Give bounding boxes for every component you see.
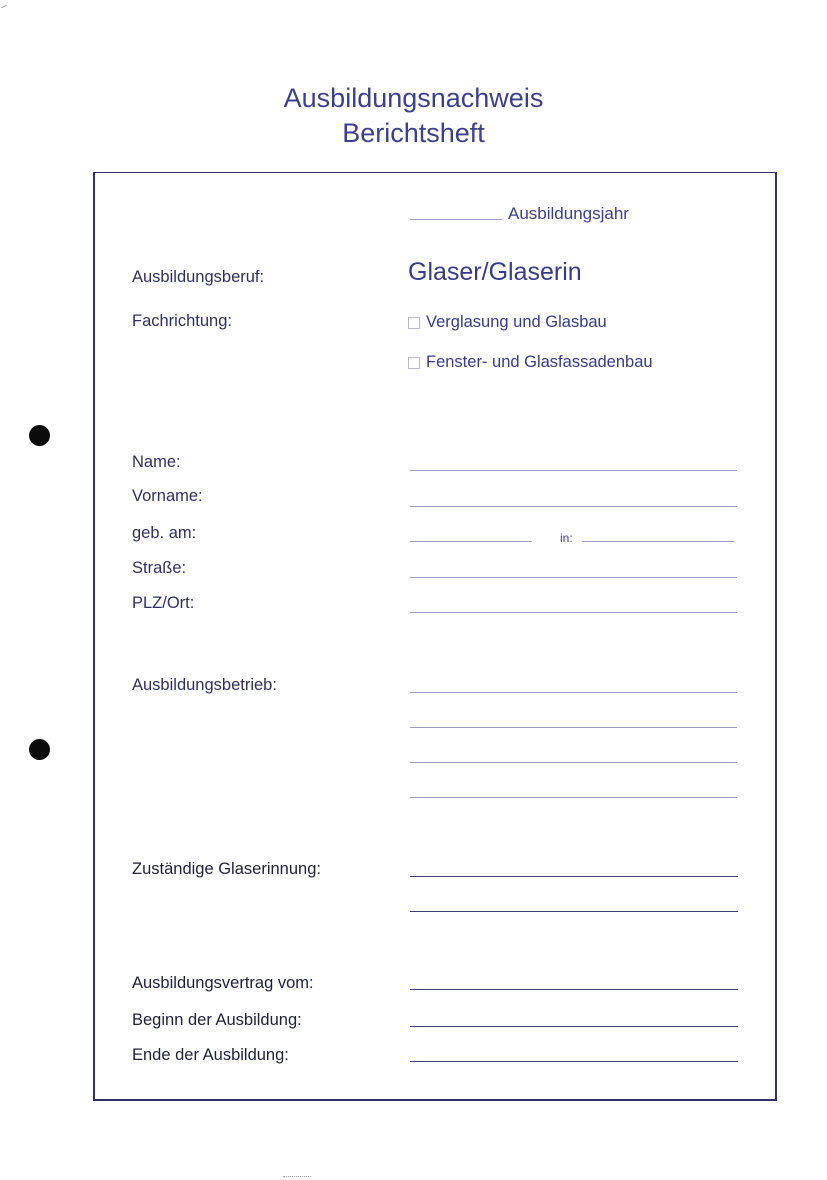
birthdate-label: geb. am: — [132, 524, 197, 542]
city-field[interactable] — [410, 612, 737, 613]
company-field-3[interactable] — [410, 762, 737, 763]
birthplace-field[interactable] — [582, 541, 734, 542]
checkbox-icon[interactable] — [408, 357, 420, 369]
contract-label: Ausbildungsvertrag vom: — [132, 974, 314, 992]
street-label: Straße: — [132, 559, 187, 577]
end-field[interactable] — [410, 1061, 738, 1062]
page-title: Ausbildungsnachweis — [283, 83, 544, 113]
name-field[interactable] — [410, 470, 737, 471]
specialization-label: Fachrichtung: — [132, 312, 232, 330]
company-label: Ausbildungsbetrieb: — [132, 676, 277, 694]
vorname-field[interactable] — [410, 506, 737, 507]
occupation-label: Ausbildungsberuf: — [132, 268, 265, 286]
company-field-2[interactable] — [410, 727, 737, 728]
company-field-4[interactable] — [410, 797, 737, 798]
option-fassadenbau[interactable] — [408, 353, 653, 372]
end-label: Ende der Ausbildung: — [132, 1046, 289, 1064]
start-label: Beginn der Ausbildung: — [132, 1011, 302, 1029]
training-year-field[interactable] — [410, 204, 629, 224]
option-label: Verglasung und Glasbau — [426, 313, 607, 331]
guild-field-2[interactable] — [410, 911, 738, 912]
print-mark — [283, 1176, 311, 1177]
street-field[interactable] — [410, 577, 737, 578]
option-verglasung[interactable] — [408, 313, 607, 332]
contract-field[interactable] — [410, 989, 738, 990]
vorname-label: Vorname: — [132, 487, 203, 505]
company-field-1[interactable] — [410, 692, 737, 693]
start-field[interactable] — [410, 1026, 738, 1027]
training-year-line[interactable] — [410, 219, 502, 220]
punch-hole-top — [29, 425, 50, 446]
occupation-value: Glaser/Glaserin — [408, 258, 582, 286]
birthdate-field[interactable] — [410, 541, 532, 542]
training-year-label: Ausbildungsjahr — [508, 204, 629, 223]
scan-mark — [1, 5, 7, 8]
city-label: PLZ/Ort: — [132, 594, 195, 612]
guild-label: Zuständige Glaserinnung: — [132, 860, 321, 878]
page-subtitle: Berichtsheft — [342, 118, 485, 148]
birthplace-label: in: — [560, 531, 573, 545]
punch-hole-bottom — [29, 739, 50, 760]
name-label: Name: — [132, 453, 181, 471]
guild-field-1[interactable] — [410, 876, 738, 877]
checkbox-icon[interactable] — [408, 317, 420, 329]
option-label: Fenster- und Glasfassadenbau — [426, 353, 653, 371]
